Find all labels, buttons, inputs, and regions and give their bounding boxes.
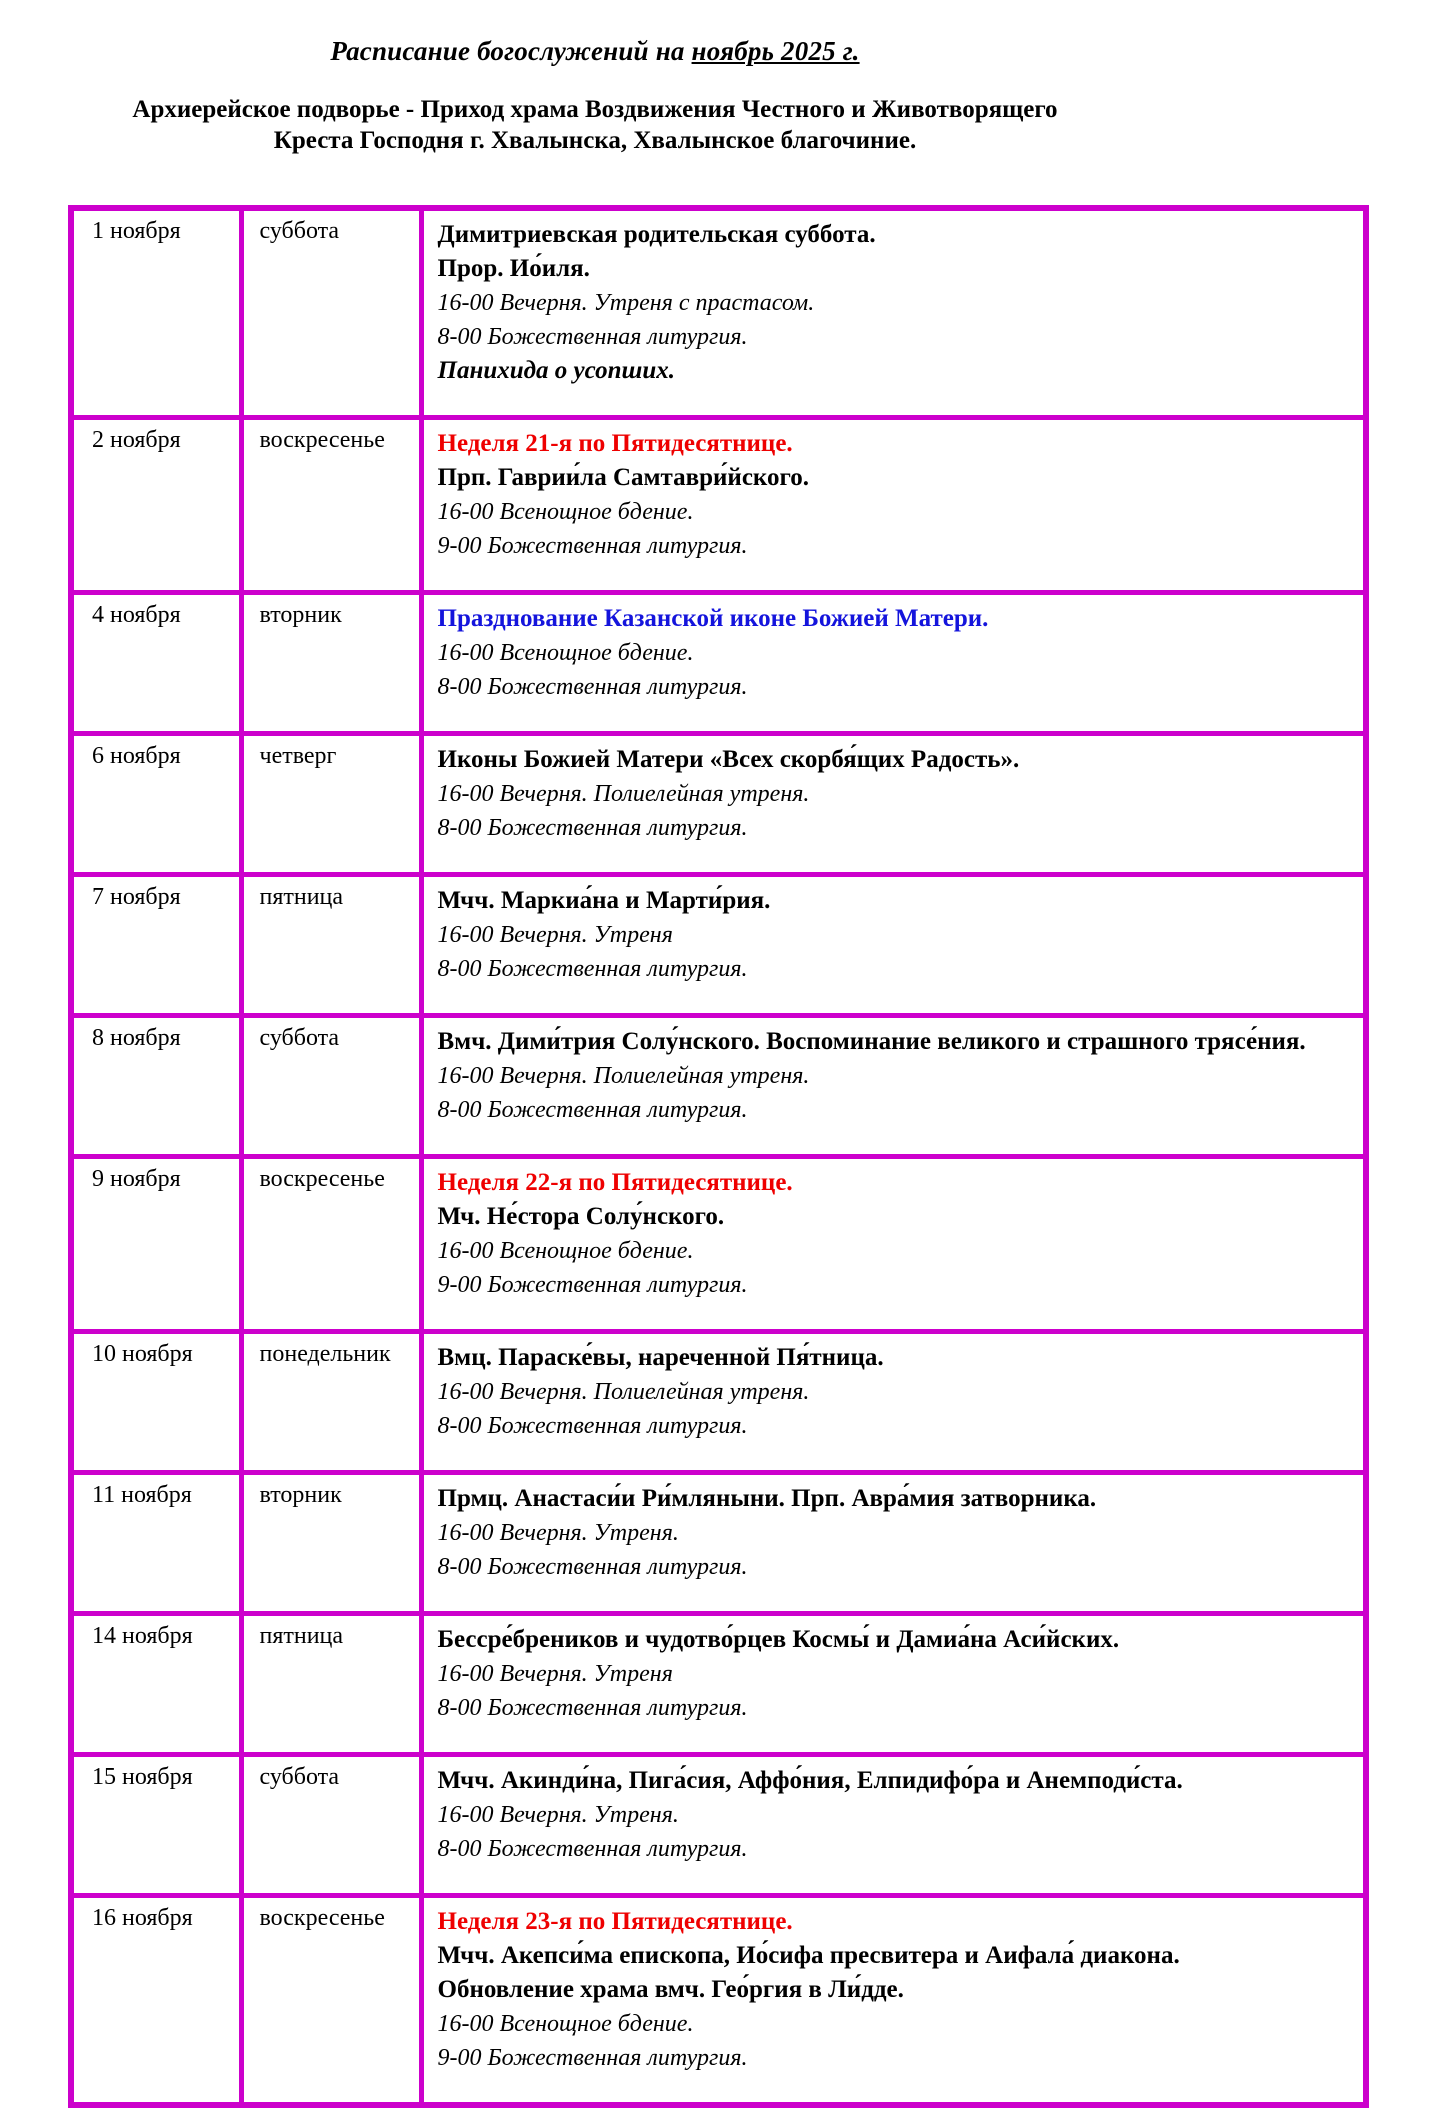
service-line: 16-00 Вечерня. Утреня [437,922,673,948]
service-line: 8-00 Божественная литургия. [437,674,748,700]
service-line: Панихида о усопших. [437,357,675,384]
page-title [0,36,1190,67]
service-line: 16-00 Вечерня. Утреня. [437,1520,679,1546]
service-line: 16-00 Вечерня. Полиелейная утреня. [437,781,810,807]
date-cell: 1 ноября [71,208,241,418]
service-line: Вмч. Дими́трия Солу́нского. Воспоминание великого и страшного трясе́ния. [437,1028,1306,1055]
service-line: 9-00 Божественная литургия. [437,1272,748,1298]
document-header [0,36,1190,156]
service-line: Неделя 22-я по Пятидесятнице. [437,1169,793,1196]
service-line: 16-00 Всенощное бдение. [437,2011,694,2037]
title-month-underlined: ноябрь 2025 г. [691,36,860,66]
services-cell [421,1332,1366,1473]
services-cell [421,208,1366,418]
services-cell [421,593,1366,734]
service-line: 9-00 Божественная литургия. [437,2045,748,2071]
weekday-cell: вторник [241,1473,421,1614]
service-line: Мчч. Акепси́ма епископа, Ио́сифа пресвитера и Аифала́ диакона. [437,1942,1180,1969]
schedule-row [71,875,1366,1016]
service-line: 16-00 Вечерня. Полиелейная утреня. [437,1063,810,1089]
service-line: Мчч. Акинди́на, Пига́сия, Аффо́ния, Елпидифо́ра и Анемподи́ста. [437,1767,1183,1794]
services-cell [421,734,1366,875]
weekday-cell: понедельник [241,1332,421,1473]
parish-subtitle [0,94,1190,156]
services-cell [421,1473,1366,1614]
schedule-table-body [71,208,1366,2105]
service-line: 8-00 Божественная литургия. [437,1695,748,1721]
weekday-cell: суббота [241,1016,421,1157]
service-line: 16-00 Всенощное бдение. [437,640,694,666]
service-line: Празднование Казанской иконе Божией Матери. [437,605,989,632]
date-cell: 10 ноября [71,1332,241,1473]
date-cell: 15 ноября [71,1755,241,1896]
weekday-cell: четверг [241,734,421,875]
service-line: 8-00 Божественная литургия. [437,815,748,841]
service-line: Прор. Ио́иля. [437,255,590,282]
schedule-row [71,1016,1366,1157]
subtitle-line-2: Креста Господня г. Хвалынска, Хвалынское благочиние. [273,127,917,154]
service-line: 16-00 Вечерня. Утреня с прастасом. [437,290,815,316]
services-cell [421,1016,1366,1157]
subtitle-line-1: Архиерейское подворье - Приход храма Воздвижения Честного и Животворящего [132,96,1058,123]
service-line: 8-00 Божественная литургия. [437,1554,748,1580]
schedule-row [71,1157,1366,1332]
date-cell: 7 ноября [71,875,241,1016]
weekday-cell: пятница [241,875,421,1016]
services-cell [421,1896,1366,2106]
services-cell [421,1614,1366,1755]
service-line: Мчч. Маркиа́на и Марти́рия. [437,887,771,914]
weekday-cell: воскресенье [241,1157,421,1332]
service-line: 16-00 Всенощное бдение. [437,1238,694,1264]
services-cell [421,1755,1366,1896]
schedule-row [71,1473,1366,1614]
service-line: 8-00 Божественная литургия. [437,1836,748,1862]
title-text: Расписание богослужений на [330,36,692,66]
weekday-cell: суббота [241,208,421,418]
service-line: 8-00 Божественная литургия. [437,324,748,350]
date-cell: 11 ноября [71,1473,241,1614]
service-line: 9-00 Божественная литургия. [437,533,748,559]
date-cell: 9 ноября [71,1157,241,1332]
date-cell: 8 ноября [71,1016,241,1157]
service-line: Неделя 21-я по Пятидесятнице. [437,430,793,457]
service-line: 8-00 Божественная литургия. [437,956,748,982]
schedule-row [71,734,1366,875]
date-cell: 14 ноября [71,1614,241,1755]
schedule-row [71,1755,1366,1896]
date-cell: 16 ноября [71,1896,241,2106]
service-line: 16-00 Вечерня. Утреня. [437,1802,679,1828]
schedule-row [71,593,1366,734]
service-line: 16-00 Вечерня. Утреня [437,1661,673,1687]
weekday-cell: суббота [241,1755,421,1896]
weekday-cell: пятница [241,1614,421,1755]
weekday-cell: воскресенье [241,418,421,593]
schedule-row [71,208,1366,418]
schedule-row [71,418,1366,593]
services-cell [421,418,1366,593]
service-line: Бессре́бреников и чудотво́рцев Космы́ и Дамиа́на Аси́йских. [437,1626,1120,1653]
schedule-row [71,1614,1366,1755]
services-cell [421,875,1366,1016]
service-line: Неделя 23-я по Пятидесятнице. [437,1908,793,1935]
schedule-row [71,1896,1366,2106]
service-line: Прп. Гаврии́ла Самтаври́йского. [437,464,809,491]
service-line: Вмц. Параске́вы, нареченной Пя́тница. [437,1344,884,1371]
date-cell: 4 ноября [71,593,241,734]
service-line: Мч. Не́стора Солу́нского. [437,1203,725,1230]
schedule-row [71,1332,1366,1473]
service-line: 8-00 Божественная литургия. [437,1413,748,1439]
weekday-cell: воскресенье [241,1896,421,2106]
service-line: 8-00 Божественная литургия. [437,1097,748,1123]
service-line: 16-00 Всенощное бдение. [437,499,694,525]
service-line: Прмц. Анастаси́и Ри́мляныни. Прп. Авра́мия затворника. [437,1485,1097,1512]
service-schedule-table [68,205,1369,2108]
weekday-cell: вторник [241,593,421,734]
service-line: Иконы Божией Матери «Всех скорбя́щих Радость». [437,746,1020,773]
service-line: Обновление храма вмч. Гео́ргия в Ли́дде. [437,1976,904,2003]
date-cell: 2 ноября [71,418,241,593]
service-line: 16-00 Вечерня. Полиелейная утреня. [437,1379,810,1405]
services-cell [421,1157,1366,1332]
service-line: Димитриевская родительская суббота. [437,221,876,248]
date-cell: 6 ноября [71,734,241,875]
